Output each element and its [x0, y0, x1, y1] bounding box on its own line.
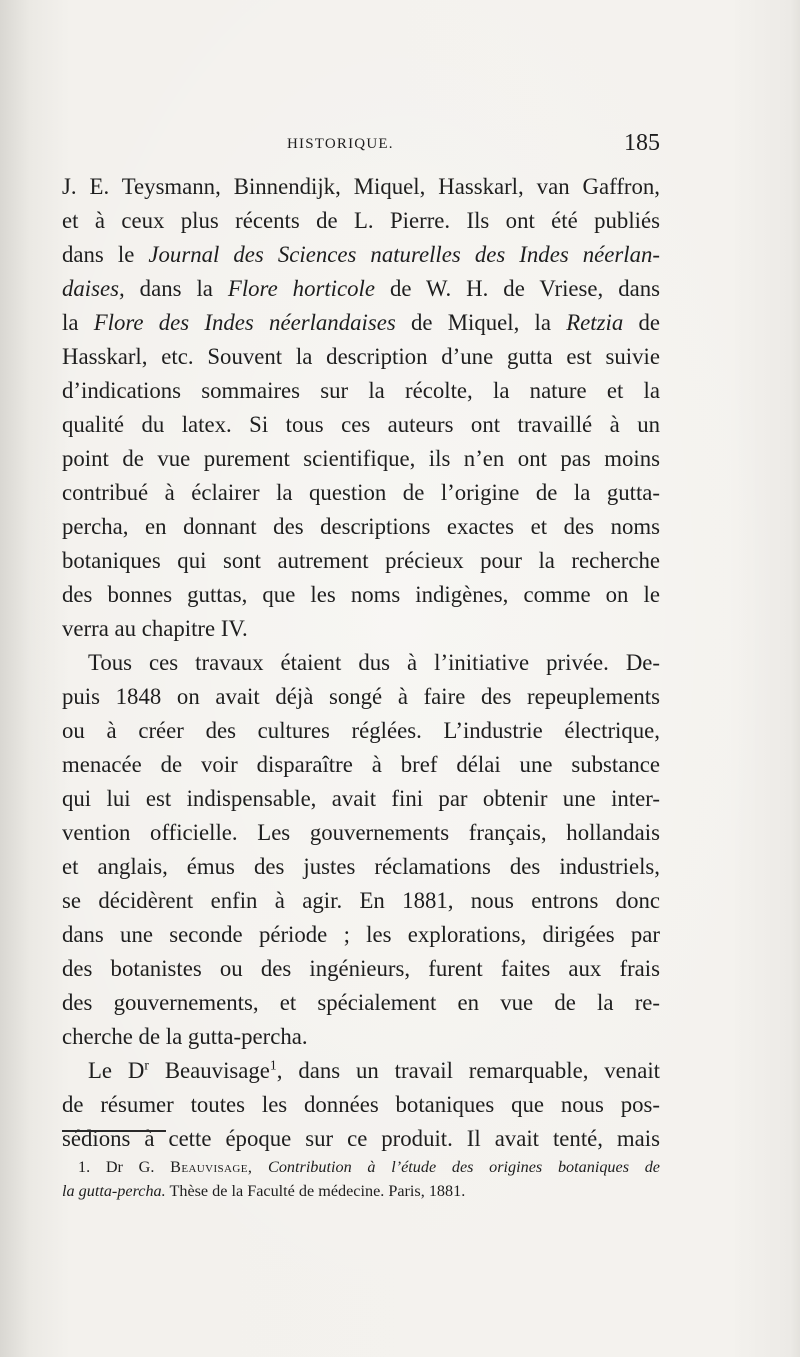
footnote-title-cont: la gutta-percha. — [62, 1182, 166, 1200]
body-line: point de vue purement scientifique, ils n’en ont pas moins — [62, 446, 660, 471]
italic-flore-indes: Flore des Indes néerlandaises — [93, 310, 396, 335]
footnote-rest: Thèse de la Faculté de médecine. Paris, 1881. — [169, 1182, 466, 1200]
footnote-title: Contribution à l’étude des origines botaniques de — [268, 1158, 660, 1176]
body-line: des gouvernements, et spécialement en vue de la re- — [62, 990, 660, 1015]
text-run: dans le — [62, 242, 149, 267]
body-line: cherche de la gutta-percha. — [62, 1024, 308, 1049]
italic-retzia: Retzia — [566, 310, 624, 335]
body-line: percha, en donnant des descriptions exactes et des noms — [62, 514, 660, 539]
body-line: et anglais, émus des justes réclamations des industriels, — [62, 854, 660, 879]
body-line: se décidèrent enfin à agir. En 1881, nous entrons donc — [62, 888, 660, 913]
text-run: dans la — [124, 276, 228, 301]
footnote-author: Beauvisage, — [170, 1158, 253, 1176]
body-line: menacée de voir disparaître à bref délai une substance — [62, 752, 660, 777]
body-line: Tous ces travaux étaient dus à l’initiative privée. De- — [88, 650, 660, 675]
body-line-with-italics — [62, 306, 660, 340]
text-run: la — [62, 310, 94, 335]
body-line: Hasskarl, etc. Souvent la description d’une gutta est suivie — [62, 344, 660, 369]
text-run: de Miquel, la — [395, 310, 567, 335]
body-line: contribué à éclairer la question de l’origine de la gutta- — [62, 480, 660, 505]
body-line: ou à créer des cultures réglées. L’industrie électrique, — [62, 718, 660, 743]
text-run: de — [623, 310, 660, 335]
body-line: sédions à cette époque sur ce produit. Il avait tenté, mais — [62, 1126, 660, 1151]
body-line: puis 1848 on avait déjà songé à faire des repeuplements — [62, 684, 660, 709]
body-line: botaniques qui sont autrement précieux pour la recherche — [62, 548, 660, 573]
body-line: vention officielle. Les gouvernements français, hollandais — [62, 820, 660, 845]
body-text — [62, 170, 660, 1156]
body-line: Le $D^r$ Beauvisage$^1$, dans un travail remarquable, venait — [88, 1057, 660, 1083]
running-head — [62, 132, 660, 162]
body-line: dans une seconde période ; les explorations, dirigées par — [62, 922, 660, 947]
italic-journal-title: Journal des Sciences naturelles des Indes néerlan- — [148, 242, 660, 267]
body-line-with-italics — [62, 238, 660, 272]
footnote-line — [62, 1155, 660, 1179]
body-line-with-italics — [62, 272, 660, 306]
body-line: J. E. Teysmann, Binnendijk, Miquel, Hasskarl, van Gaffron, — [62, 174, 660, 199]
footnote-rule — [62, 1130, 166, 1132]
body-line: et à ceux plus récents de L. Pierre. Ils ont été publiés — [62, 208, 660, 233]
italic-journal-title-cont: daises, — [62, 276, 125, 301]
text-run: de W. H. de Vriese, dans — [374, 276, 660, 301]
running-head-title: HISTORIQUE. — [287, 136, 394, 152]
body-line: verra au chapitre IV. — [62, 616, 248, 641]
page-number: 185 — [624, 130, 660, 156]
body-line: de résumer toutes les données botaniques que nous pos- — [62, 1092, 660, 1117]
footnote-number: 1. — [78, 1158, 91, 1176]
body-line: d’indications sommaires sur la récolte, la nature et la — [62, 378, 660, 403]
footnote-author-prefix: Dr G. — [105, 1158, 155, 1176]
footnote — [62, 1155, 660, 1203]
body-line: qualité du latex. Si tous ces auteurs ont travaillé à un — [62, 412, 660, 437]
italic-flore-horticole: Flore horticole — [227, 276, 375, 301]
body-line: qui lui est indispensable, avait fini par obtenir une inter- — [62, 786, 660, 811]
body-line: des botanistes ou des ingénieurs, furent faites aux frais — [62, 956, 660, 981]
body-line: des bonnes guttas, que les noms indigènes, comme on le — [62, 582, 660, 607]
footnote-line — [62, 1179, 660, 1203]
footnote-marker[interactable]: 1 — [269, 1057, 277, 1073]
superscript-r: r — [144, 1057, 149, 1073]
